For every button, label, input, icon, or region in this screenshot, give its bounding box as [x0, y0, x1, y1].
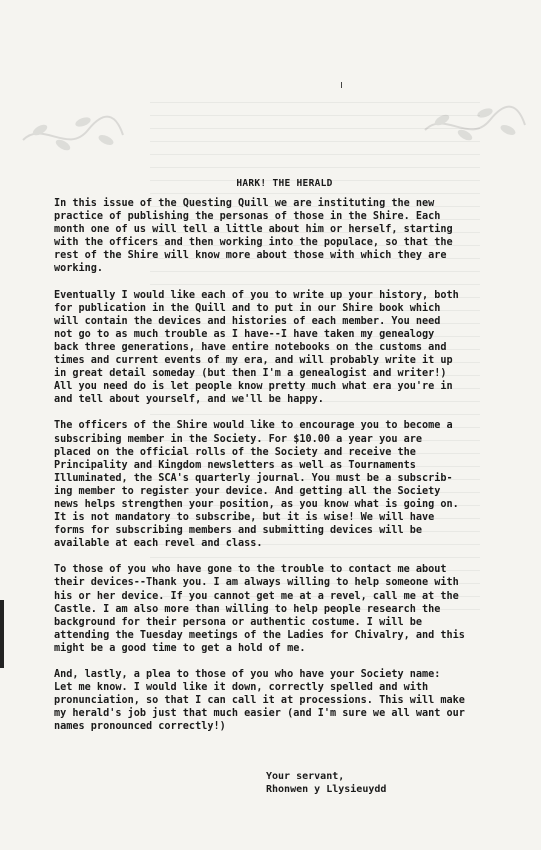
- signature: Rhonwen y Llysieuydd: [266, 784, 387, 795]
- closing-block: [266, 770, 386, 796]
- salutation: Your servant,: [266, 771, 345, 782]
- binder-mark: [0, 600, 4, 668]
- article-title: HARK! THE HERALD: [236, 178, 333, 189]
- paragraph-subscription: The officers of the Shire would like to encourage you to become a subscribing member in the Society. For $10.00 a year you are placed on the official rolls of the Society and receive the Principality and Kingdom newsletters as well as Tournaments Illuminated, the SCA's quarterly journal. You must be a subscrib- ing member to register your device. And getting all the Society news helps strengthen your position, as you know what is going on. It is not mandatory to subscribe, but it is wise! We will have forms for subscribing members and submitting devices will be available at each revel and class.: [54, 420, 459, 550]
- paragraph-names: And, lastly, a plea to those of you who have your Society name: Let me know. I would like it down, correctly spelled and with pronunciation, so that I can call it at processions. This will make my herald's job just that much easier (and I'm sure we all want our names pronounced correctly!): [54, 669, 465, 733]
- paragraph-history: Eventually I would like each of you to write up your history, both for publication in the Quill and to put in our Shire book which will contain the devices and histories of each member. You need not go to as much trouble as I have--I have taken my genealogy back three generations, have entire notebooks on the customs and times and current events of my era, and will probably write it up in great detail someday (but then I'm a genealogist and writer!) All you need do is let people know pretty much what era you're in and tell about yourself, and we'll be happy.: [54, 289, 459, 406]
- paragraph-devices: To those of you who have gone to the trouble to contact me about their devices--Thank you. I am always willing to help someone with his or her device. If you cannot get me at a revel, call me at the Castle. I am also more than willing to help people research the background for their persona or authentic costume. I will be attending the Tuesday meetings of the Ladies for Chivalry, and this might be a good time to get a hold of me.: [54, 564, 465, 654]
- article-body: [54, 197, 474, 746]
- paragraph-intro: In this issue of the Questing Quill we are instituting the new practice of publishing the personas of those in the Shire. Each month one of us will tell a little about him or herself, starting with the officers and then working into the populace, so that the rest of the Shire will know more about those with which they are working.: [54, 198, 453, 275]
- tick-mark: [341, 82, 342, 88]
- left-vine-ornament: [18, 100, 128, 170]
